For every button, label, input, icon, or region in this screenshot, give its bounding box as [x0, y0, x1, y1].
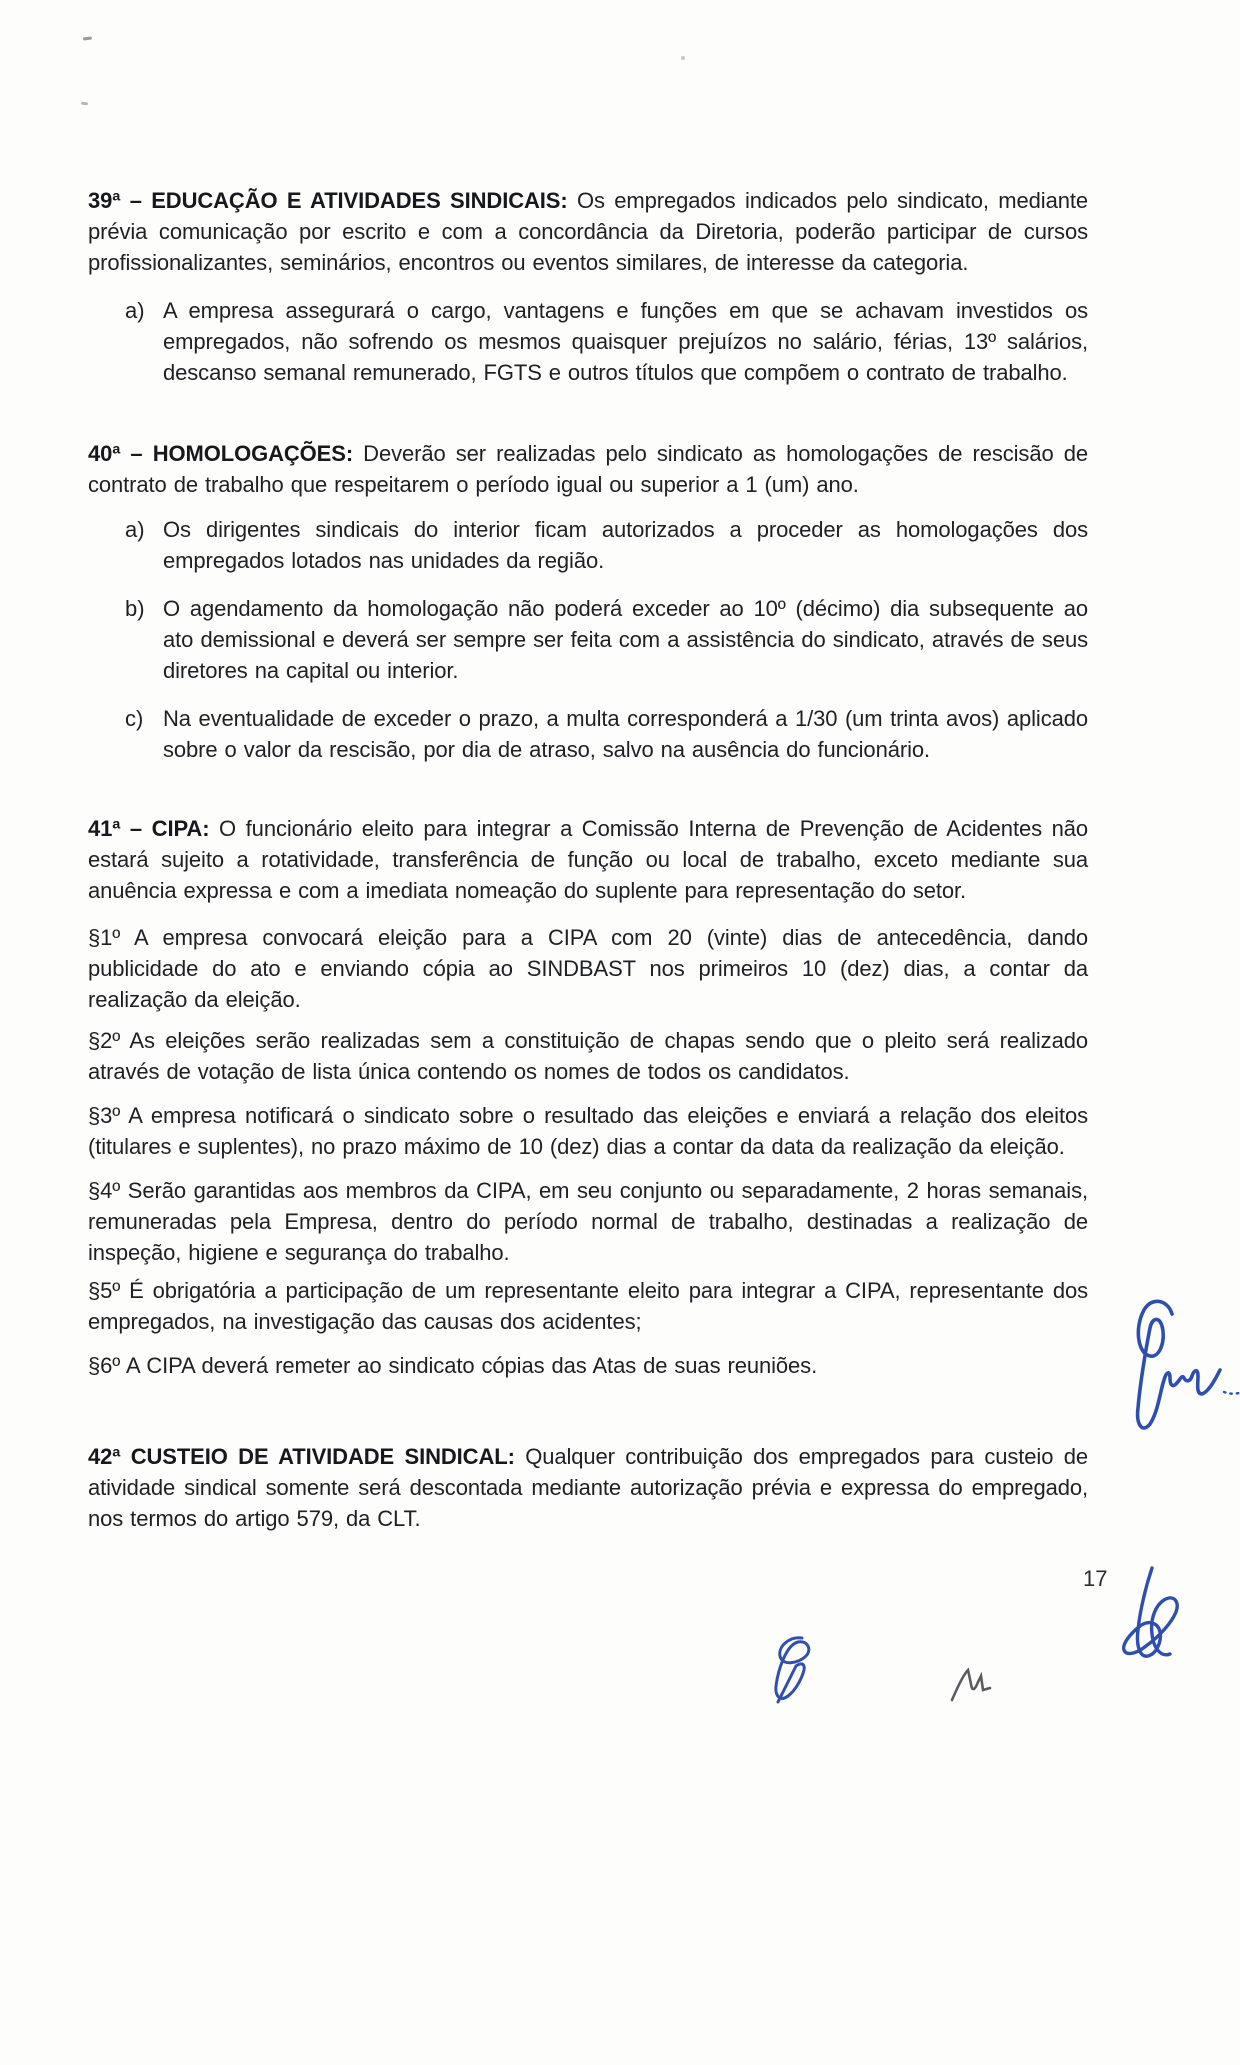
pencil-mark-m	[948, 1666, 992, 1706]
clause-42-body: Qualquer contribuição dos empregados para custeio de atividade sindical somente será descontada mediante autorização prévia e expressa do empregado, nos termos do artigo 579, da CLT.	[88, 1444, 1088, 1531]
paraph-bottom-right	[1112, 1560, 1186, 1668]
clause-42-heading: 42ª CUSTEIO DE ATIVIDADE SINDICAL:	[88, 1444, 515, 1469]
page-number: 17	[1083, 1566, 1108, 1591]
clause-40-item-a	[125, 514, 1088, 576]
clause-39-heading: 39ª – EDUCAÇÃO E ATIVIDADES SINDICAIS:	[88, 188, 568, 213]
item-label: c)	[125, 706, 144, 731]
clause-41-par-5: §5º É obrigatória a participação de um representante eleito para integrar a CIPA, representante dos empregados, na investigação das causas dos acidentes;	[88, 1278, 1088, 1334]
clause-40-body: Deverão ser realizadas pelo sindicato as homologações de rescisão de contrato de trabalho que respeitarem o período igual ou superior a 1 (um) ano.	[88, 441, 1088, 497]
pencil-mark-icon	[948, 1666, 992, 1706]
item-label: a)	[125, 517, 145, 542]
paraph-bottom-left	[768, 1626, 820, 1710]
clause-39-paragraph	[88, 185, 1088, 278]
clause-40-item-b	[125, 593, 1088, 686]
clause-41-paragraph	[88, 813, 1088, 906]
clause-40-heading: 40ª – HOMOLOGAÇÕES:	[88, 441, 354, 466]
item-text: O agendamento da homologação não poderá exceder ao 10º (décimo) dia subsequente ao ato demissional e deverá ser sempre ser feita com a assistência do sindicato, através de seus diretores na capital ou interior.	[163, 596, 1088, 683]
document-body	[88, 0, 1088, 1534]
clause-40-item-c	[125, 703, 1088, 765]
clause-41-par-1: §1º A empresa convocará eleição para a CIPA com 20 (vinte) dias de antecedência, dando publicidade do ato e enviando cópia ao SINDBAST nos primeiros 10 (dez) dias, a contar da realização da eleição.	[88, 925, 1088, 1012]
clause-39-item-a	[125, 295, 1088, 388]
signature-flourish-icon	[1128, 1292, 1240, 1440]
clause-41-par-2: §2º As eleições serão realizadas sem a constituição de chapas sendo que o pleito será realizado através de votação de lista única contendo os nomes de todos os candidatos.	[88, 1028, 1088, 1084]
clause-41-par-3: §3º A empresa notificará o sindicato sobre o resultado das eleições e enviará a relação dos eleitos (titulares e suplentes), no prazo máximo de 10 (dez) dias a contar da data da realização da eleição.	[88, 1103, 1088, 1159]
item-label: b)	[125, 596, 145, 621]
item-text: A empresa assegurará o cargo, vantagens e funções em que se achavam investidos os empregados, não sofrendo os mesmos quaisquer prejuízos no salário, férias, 13º salários, descanso semanal remunerado, FGTS e outros títulos que compõem o contrato de trabalho.	[163, 298, 1088, 385]
clause-41-par-4: §4º Serão garantidas aos membros da CIPA, em seu conjunto ou separadamente, 2 horas semanais, remuneradas pela Empresa, dentro do período normal de trabalho, destinadas a realização de inspeção, higiene e segurança do trabalho.	[88, 1178, 1088, 1265]
item-text: Na eventualidade de exceder o prazo, a multa corresponderá a 1/30 (um trinta avos) aplicado sobre o valor da rescisão, por dia de atraso, salvo na ausência do funcionário.	[163, 706, 1088, 762]
item-label: a)	[125, 298, 145, 323]
clause-41-heading: 41ª – CIPA:	[88, 816, 210, 841]
paraph-right-middle	[1128, 1292, 1240, 1440]
clause-39-body: Os empregados indicados pelo sindicato, mediante prévia comunicação por escrito e com a concordância da Diretoria, poderão participar de cursos profissionalizantes, seminários, encontros ou eventos similares, de interesse da categoria.	[88, 188, 1088, 275]
signature-flourish-icon	[1112, 1560, 1186, 1668]
item-text: Os dirigentes sindicais do interior ficam autorizados a proceder as homologações dos empregados lotados nas unidades da região.	[163, 517, 1088, 573]
clause-41-body: O funcionário eleito para integrar a Comissão Interna de Prevenção de Acidentes não estará sujeito a rotatividade, transferência de função ou local de trabalho, exceto mediante sua anuência expressa e com a imediata nomeação do suplente para representação do setor.	[88, 816, 1089, 903]
clause-40-paragraph	[88, 438, 1088, 500]
clause-42-paragraph	[88, 1441, 1088, 1534]
clause-41-par-6: §6º A CIPA deverá remeter ao sindicato cópias das Atas de suas reuniões.	[88, 1353, 818, 1378]
signature-flourish-icon	[768, 1626, 820, 1710]
